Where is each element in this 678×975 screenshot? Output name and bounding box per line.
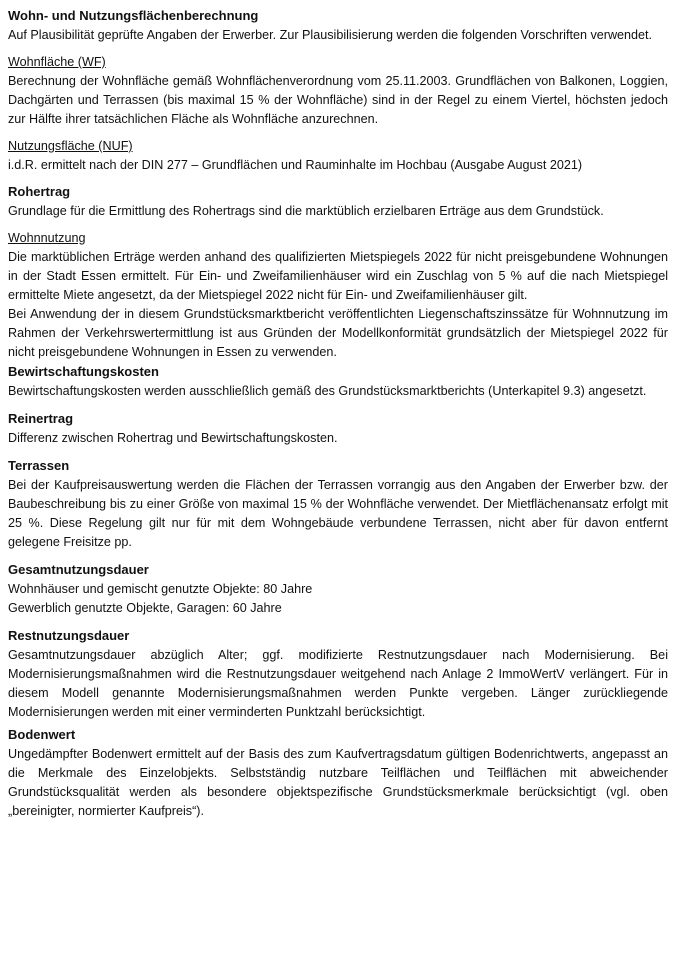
section-heading: Bodenwert bbox=[8, 727, 76, 742]
section-heading: Gesamtnutzungsdauer bbox=[8, 562, 149, 577]
section-paragraph: Bewirtschaftungskosten werden ausschließlich gemäß des Grundstücksmarktberichts (Unterkapitel 9.3) angesetzt. bbox=[8, 384, 647, 398]
section-paragraph: Gesamtnutzungsdauer abzüglich Alter; ggf. modifizierte Restnutzungsdauer nach Modernisierung. Bei Modernisierungsmaßnahmen wird die Restnutzungsdauer weitgehend nach Anlage 2 ImmoWertV verlängert. Für in diesem Modell genannte Modernisierungsmaßnahmen werden Punkte vergeben. Länger zurückliegende Modernisierungen werden mit einer verminderten Punktzahl berücksichtigt. bbox=[8, 648, 668, 719]
section-subheading: Wohnfläche (WF) bbox=[8, 55, 106, 69]
section-heading: Rohertrag bbox=[8, 184, 71, 199]
section-paragraph: Ungedämpfter Bodenwert ermittelt auf der Basis des zum Kaufvertragsdatum gültigen Bodenrichtwerts, angepasst an die Merkmale des Einzelobjekts. Selbstständig nutzbare Teilflächen und Teilflächen mit abweichender Grundstücksqualität werden als besondere objektspezifische Grundstücksmerkmale berücksichtigt (vgl. oben „bereinigter, normierter Kaufpreis“). bbox=[8, 747, 668, 818]
section-paragraph: Bei Anwendung der in diesem Grundstücksmarktbericht veröffentlichten Liegenschaftszinssätze für Wohnnutzung im Rahmen der Verkehrswertermittlung ist aus Gründen der Modellkonformität grundsätzlich der Mietspiegel 2022 für nicht preisgebundene Wohnungen in Essen zu verwenden. bbox=[8, 307, 668, 359]
section-subheading: Nutzungsfläche (NUF) bbox=[8, 139, 133, 153]
section-wohn-nutzungsflaechenberechnung bbox=[8, 6, 668, 45]
section-wohnflaeche bbox=[8, 52, 668, 129]
section-heading: Wohn- und Nutzungsflächenberechnung bbox=[8, 8, 259, 23]
section-heading: Reinertrag bbox=[8, 411, 74, 426]
section-terrassen bbox=[8, 456, 668, 552]
section-rohertrag bbox=[8, 182, 668, 221]
section-paragraph: Bei der Kaufpreisauswertung werden die Flächen der Terrassen vorrangig aus den Angaben der Erwerber bzw. der Baubeschreibung bis zu einer Größe von maximal 15 % der Wohnfläche verwendet. Der Mietflächenansatz erfolgt mit 25 %. Diese Regelung gilt nur für mit dem Wohngebäude verbundene Terrassen, nicht aber für davon entfernt gelegene Freisitze pp. bbox=[8, 478, 668, 549]
section-paragraph: Differenz zwischen Rohertrag und Bewirtschaftungskosten. bbox=[8, 431, 338, 445]
section-bodenwert bbox=[8, 725, 668, 821]
section-subheading: Wohnnutzung bbox=[8, 231, 86, 245]
section-paragraph: Grundlage für die Ermittlung des Rohertrags sind die marktüblich erzielbaren Erträge aus dem Grundstück. bbox=[8, 204, 604, 218]
section-reinertrag bbox=[8, 409, 668, 448]
section-gesamtnutzungsdauer bbox=[8, 560, 668, 618]
section-paragraph: Wohnhäuser und gemischt genutzte Objekte: 80 Jahre bbox=[8, 582, 313, 596]
section-restnutzungsdauer bbox=[8, 626, 668, 722]
section-paragraph: Die marktüblichen Erträge werden anhand des qualifizierten Mietspiegels 2022 für nicht preisgebundene Wohnungen in der Stadt Essen ermittelt. Für Ein- und Zweifamilienhäuser wird ein Zuschlag von 5 % auf die nach Mietspiegel ermittelte Miete angesetzt, da der Mietspiegel 2022 nicht für Ein- und Zweifamilienhäuser gilt. bbox=[8, 250, 668, 302]
section-paragraph: Auf Plausibilität geprüfte Angaben der Erwerber. Zur Plausibilisierung werden die folgenden Vorschriften verwendet. bbox=[8, 28, 653, 42]
section-bewirtschaftungskosten bbox=[8, 362, 668, 401]
section-heading: Bewirtschaftungskosten bbox=[8, 364, 159, 379]
section-heading: Restnutzungsdauer bbox=[8, 628, 130, 643]
section-paragraph: i.d.R. ermittelt nach der DIN 277 – Grundflächen und Rauminhalte im Hochbau (Ausgabe August 2021) bbox=[8, 158, 583, 172]
section-nutzungsflaeche bbox=[8, 136, 668, 175]
section-paragraph: Gewerblich genutzte Objekte, Garagen: 60 Jahre bbox=[8, 601, 282, 615]
section-heading: Terrassen bbox=[8, 458, 70, 473]
section-wohnnutzung bbox=[8, 228, 668, 362]
section-paragraph: Berechnung der Wohnfläche gemäß Wohnflächenverordnung vom 25.11.2003. Grundflächen von Balkonen, Loggien, Dachgärten und Terrassen (bis maximal 15 % der Wohnfläche) sind in der Regel zu einem Viertel, höchsten jedoch zur Hälfte ihrer tatsächlichen Fläche als Wohnfläche anzurechnen. bbox=[8, 74, 668, 126]
